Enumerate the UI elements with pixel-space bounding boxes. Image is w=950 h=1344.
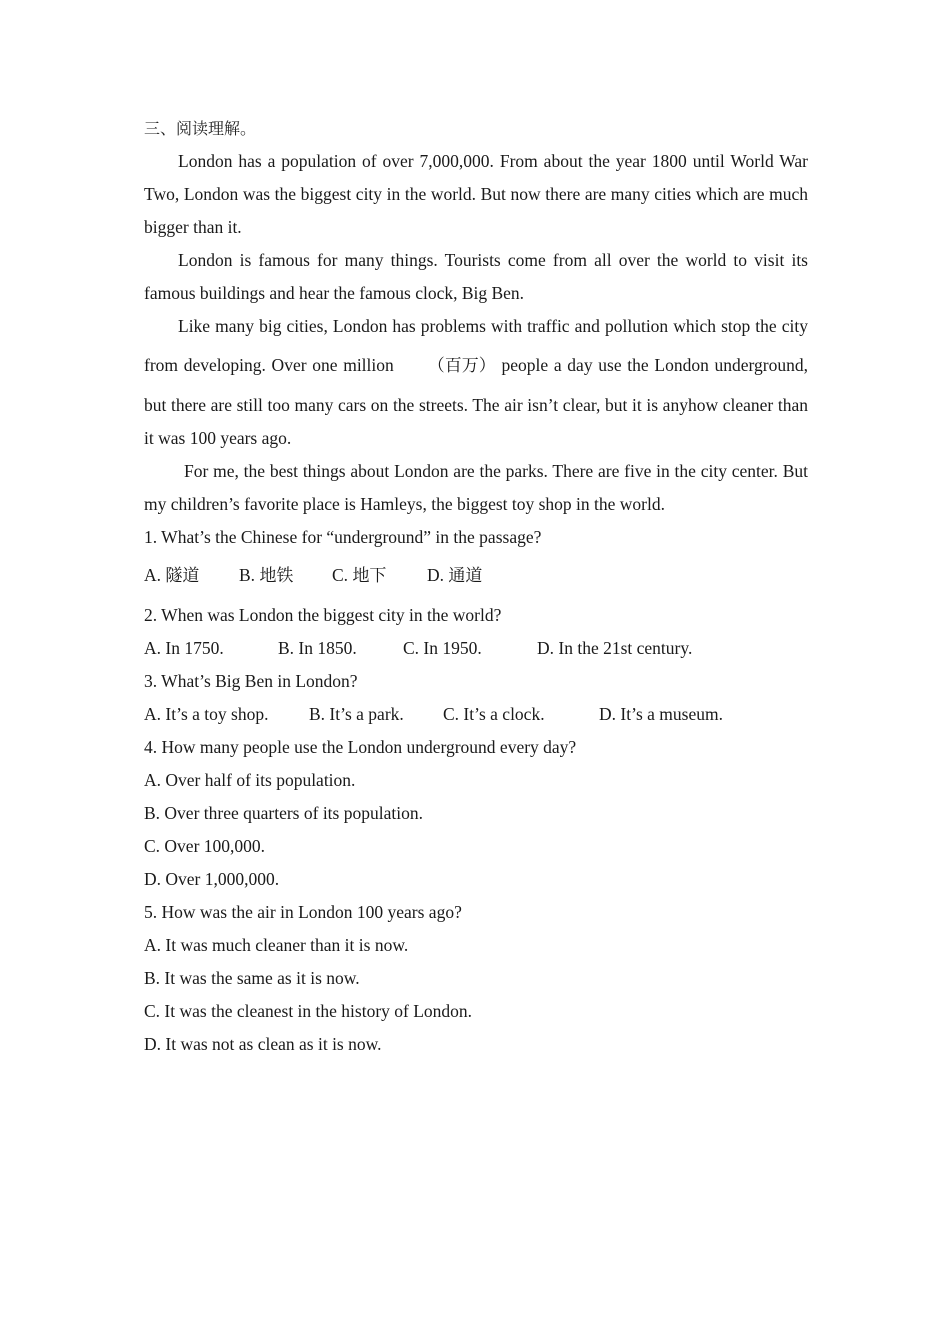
- question-5-option-d: D. It was not as clean as it is now.: [144, 1034, 382, 1054]
- passage-paragraph-3: [144, 310, 808, 455]
- question-4-option-c: C. Over 100,000.: [144, 836, 266, 856]
- question-4: 4. How many people use the London underground every day?: [144, 737, 577, 757]
- question-2: 2. When was London the biggest city in the world?: [144, 605, 502, 625]
- question-2-option-d: D. In the 21st century.: [537, 638, 693, 658]
- question-1-option-b: B. 地铁: [239, 565, 294, 586]
- question-4-option-a: A. Over half of its population.: [144, 770, 356, 790]
- question-1-option-c: C. 地下: [332, 565, 387, 586]
- worksheet-page: [144, 112, 808, 1061]
- question-2-option-b: B. In 1850.: [278, 638, 357, 658]
- question-3-options: [144, 698, 808, 731]
- passage-paragraph-2: London is famous for many things. Tourists come from all over the world to visit its famous buildings and hear the famous clock, Big Ben.: [144, 250, 808, 303]
- question-5-option-b: B. It was the same as it is now.: [144, 968, 360, 988]
- question-3-option-b: B. It’s a park.: [309, 704, 404, 724]
- paragraph-3-part-1: Like many big cities, London has problems with traffic and pollution which stop the city from developing. Over one million: [144, 316, 808, 375]
- question-1-option-d: D. 通道: [427, 565, 483, 586]
- question-5-option-a: A. It was much cleaner than it is now.: [144, 935, 409, 955]
- question-1-option-a: A. 隧道: [144, 565, 200, 586]
- gloss-million: （百万）: [427, 356, 496, 376]
- passage-paragraph-1: London has a population of over 7,000,000. From about the year 1800 until World War Two, London was the biggest city in the world. But now there are many cities which are much bigger than it.: [144, 151, 808, 237]
- question-5-option-c: C. It was the cleanest in the history of London.: [144, 1001, 473, 1021]
- question-3: 3. What’s Big Ben in London?: [144, 671, 358, 691]
- question-2-options: [144, 632, 808, 665]
- section-title: 三、阅读理解。: [144, 119, 257, 138]
- question-1: 1. What’s the Chinese for “underground” in the passage?: [144, 527, 542, 547]
- question-2-option-c: C. In 1950.: [403, 638, 482, 658]
- question-5: 5. How was the air in London 100 years ago?: [144, 902, 462, 922]
- question-3-option-c: C. It’s a clock.: [443, 704, 545, 724]
- question-2-option-a: A. In 1750.: [144, 638, 224, 658]
- question-4-option-d: D. Over 1,000,000.: [144, 869, 280, 889]
- question-1-options: [144, 554, 808, 597]
- question-3-option-a: A. It’s a toy shop.: [144, 704, 269, 724]
- question-3-option-d: D. It’s a museum.: [599, 704, 723, 724]
- question-4-option-b: B. Over three quarters of its population.: [144, 803, 423, 823]
- paragraph-3-part-2: people a day use the London underground, but there are still too many cars on the streets. The air isn’t clear, but it is anyhow cleaner than it was 100 years ago.: [144, 355, 809, 448]
- passage-paragraph-4: For me, the best things about London are the parks. There are five in the city center. But my children’s favorite place is Hamleys, the biggest toy shop in the world.: [144, 461, 808, 514]
